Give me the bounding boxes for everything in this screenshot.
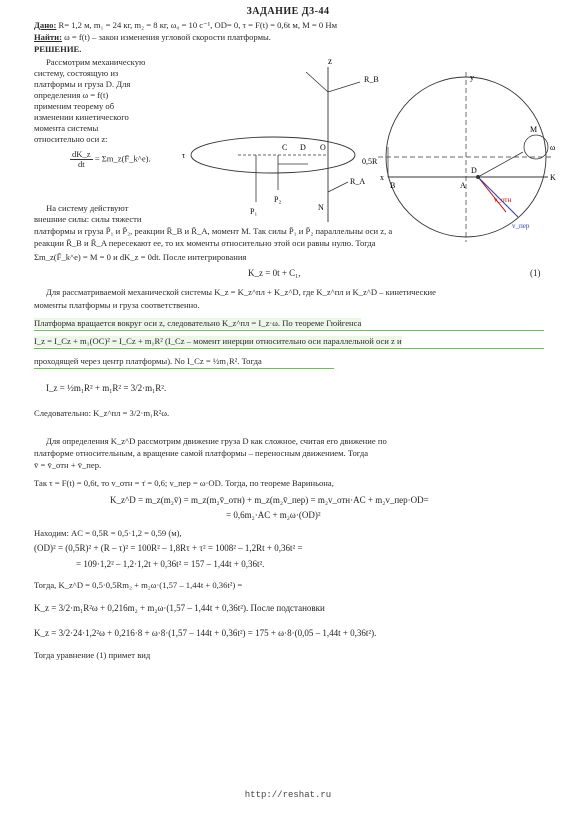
- kz-total-line: K_z = 3/2·m₁R²ω + 0,216m₂ + m₂ω·(1,57 – 1,44t + 0,36t²). После подстановки: [34, 603, 325, 613]
- intro-line: Рассмотрим механическую: [46, 57, 146, 67]
- diagram-label-m: M: [530, 125, 538, 134]
- green-underline: [34, 348, 544, 349]
- para-platform-line: Платформа вращается вокруг оси z, следовательно K_z^пл = I_z·ω. По теореме Гюйгенса: [34, 318, 362, 328]
- varignon-line: K_z^D = m_z(m₂v̄) = m_z(m₂v̄_отн) + m_z(m₂v̄_пер) = m₂v_отн·AC + m₂v_пер·OD=: [110, 495, 429, 505]
- diagram-label-d2: D: [471, 166, 477, 175]
- consequently-line: Следовательно: K_z^пл = 3/2·m₁R²ω.: [34, 408, 170, 418]
- mechanism-diagram: [178, 52, 568, 252]
- intro-line: определения ω = f(t): [34, 90, 109, 100]
- green-underline: [34, 368, 334, 369]
- kz-sub-line: K_z = 3/2·24·1,2²ω + 0,216·8 + ω·8·(1,57 – 144t + 0,36t²) = 175 + ω·8·(0,05 – 1,44t + 0,36t²).: [34, 628, 377, 638]
- equation-1: K_z = 0t + C₁,: [248, 268, 301, 278]
- diagram-label-omega: ω: [550, 143, 556, 152]
- diagram-label-rb: R_B: [364, 75, 379, 84]
- diagram-label-vtr: v_пер: [512, 222, 530, 230]
- last-line: Тогда уравнение (1) примет вид: [34, 650, 151, 660]
- ra-upper-arrow: [328, 82, 360, 92]
- para-relative-line: Для определения K_z^D рассмотрим движение груза D как сложное, считая его движение по: [46, 436, 387, 446]
- moment-circle: [524, 135, 548, 159]
- intro-line: систему, состоящую из: [34, 68, 119, 78]
- intro-line: относительно оси z:: [34, 134, 108, 144]
- diagram-label-tau: τ: [182, 151, 186, 160]
- v-rel-arrow: [478, 177, 506, 212]
- diagram-label-n: N: [318, 203, 324, 212]
- para-platform-line: проходящей через центр платформы). No I_Cz = ½m₁R². Тогда: [34, 356, 262, 366]
- od-line: (OD)² = (0,5R)² + (R – τ)² = 100R² – 1,8Rτ + τ² = 1008² – 1,2Rt + 0,36t² =: [34, 543, 303, 553]
- ra-arrow: [328, 182, 348, 192]
- intro-line: применим теорему об: [34, 101, 115, 111]
- equation-1-number: (1): [530, 268, 541, 278]
- diagram-label-b: B: [390, 181, 396, 190]
- theorem-denominator: dt: [77, 159, 85, 169]
- para-system-line: моменты платформы и груза соответственно.: [34, 300, 200, 310]
- given-text: R= 1,2 м, m₁ = 24 кг, m₂ = 8 кг, ω₀ = 10 с⁻¹, OD= 0, τ = F(t) = 0,6t м, M = 0 Нм: [58, 20, 338, 30]
- given-line: [34, 20, 337, 31]
- then-kd-line: Тогда, K_z^D = 0,5·0,5Rm₂ + m₂ω·(1,57 – 1,44t + 0,36t²) =: [34, 580, 243, 590]
- diagram-label-ra: R_A: [350, 177, 366, 186]
- diagram-label-y: y: [470, 73, 474, 82]
- para-relative-line: v̄ = v̄_отн + v̄_пер.: [34, 460, 102, 470]
- od-line: [478, 152, 523, 177]
- diagram-label-a: A: [460, 181, 466, 190]
- para-system-line: Для рассматриваемой механической системы K_z = K_z^пл + K_z^D, где K_z^пл и K_z^D – кинетические: [46, 287, 436, 297]
- theorem-formula: [70, 150, 151, 169]
- find-line: [34, 32, 271, 43]
- para-relative-line: платформе относительным, а вращение самой платформы – переносным движением. Тогда: [34, 448, 369, 458]
- od-line: = 109·1,2² – 1,2·1,2t + 0,36t² = 157 – 1,44t + 0,36t².: [76, 559, 265, 569]
- point-d: [476, 175, 480, 179]
- given-label: Дано:: [34, 20, 57, 30]
- find-text: ω = f(t) – закон изменения угловой скорости платформы.: [64, 32, 271, 42]
- forces-line: внешние силы: силы тяжести: [34, 214, 142, 224]
- iz-formula: I_z = ½m₁R² + m₁R² = 3/2·m₁R².: [46, 383, 167, 393]
- theorem-rhs: = Σm_z(F̄_k^e).: [94, 153, 151, 164]
- diagram-label-p2: P₂: [274, 195, 282, 204]
- para-platform-line: I_z = I_Cz + m₁(OC)² = I_Cz + m₁R² (I_Cz – момент инерции относительно оси параллельной оси z и: [34, 336, 402, 346]
- diagram-label-d: D: [300, 143, 306, 152]
- para-forces-line: реакции R̄_B и R̄_A пересекают ее, то их моменты относительно этой оси равны нулю. Тогда: [34, 238, 376, 248]
- intro-line: момента системы: [34, 123, 99, 133]
- footer-url[interactable]: http://reshat.ru: [244, 790, 332, 800]
- diagram-label-o: O: [320, 143, 326, 152]
- find-label: Найти:: [34, 32, 62, 42]
- diagram-label-p1: P₁: [250, 207, 258, 216]
- diagram-label-k: K: [550, 173, 556, 182]
- rb-arrow: [306, 72, 328, 92]
- diagram-label-c: C: [282, 143, 288, 152]
- since-line: Так τ = F(t) = 0,6t, то v_отн = τ̇ = 0,6; v_пер = ω·OD. Тогда, по теореме Вариньона,: [34, 478, 334, 488]
- solution-label: РЕШЕНИЕ.: [34, 44, 82, 54]
- find-ac-line: Находим: AC = 0,5R = 0,5·1,2 = 0,59 (м),: [34, 528, 182, 538]
- varignon-line: = 0,6m₂·AC + m₂ω·(OD)²: [226, 510, 321, 520]
- intro-line: изменении кинетического: [34, 112, 129, 122]
- forces-line: На систему действуют: [46, 203, 129, 213]
- green-underline: [34, 330, 544, 331]
- diagram-label-half-r: 0,5R: [362, 157, 378, 166]
- theorem-fraction: [70, 150, 93, 169]
- intro-line: платформы и груза D. Для: [34, 79, 131, 89]
- para-forces-line: платформы и груза P̄₁ и P̄₂, реакции R̄_B и R̄_A, момент M. Так силы P̄₁ и P̄₂ параллельны оси z, а: [34, 226, 393, 236]
- para-forces-line: Σm_z(F̄_k^e) = M = 0 и dK_z = 0dt. После интегрирования: [34, 252, 247, 262]
- page-title: ЗАДАНИЕ Д3-44: [246, 6, 330, 17]
- diagram-label-vrel: v_отн: [494, 196, 512, 204]
- theorem-numerator: dK_z: [72, 149, 91, 159]
- diagram-label-x: x: [380, 173, 384, 182]
- diagram-label-z: z: [328, 56, 332, 66]
